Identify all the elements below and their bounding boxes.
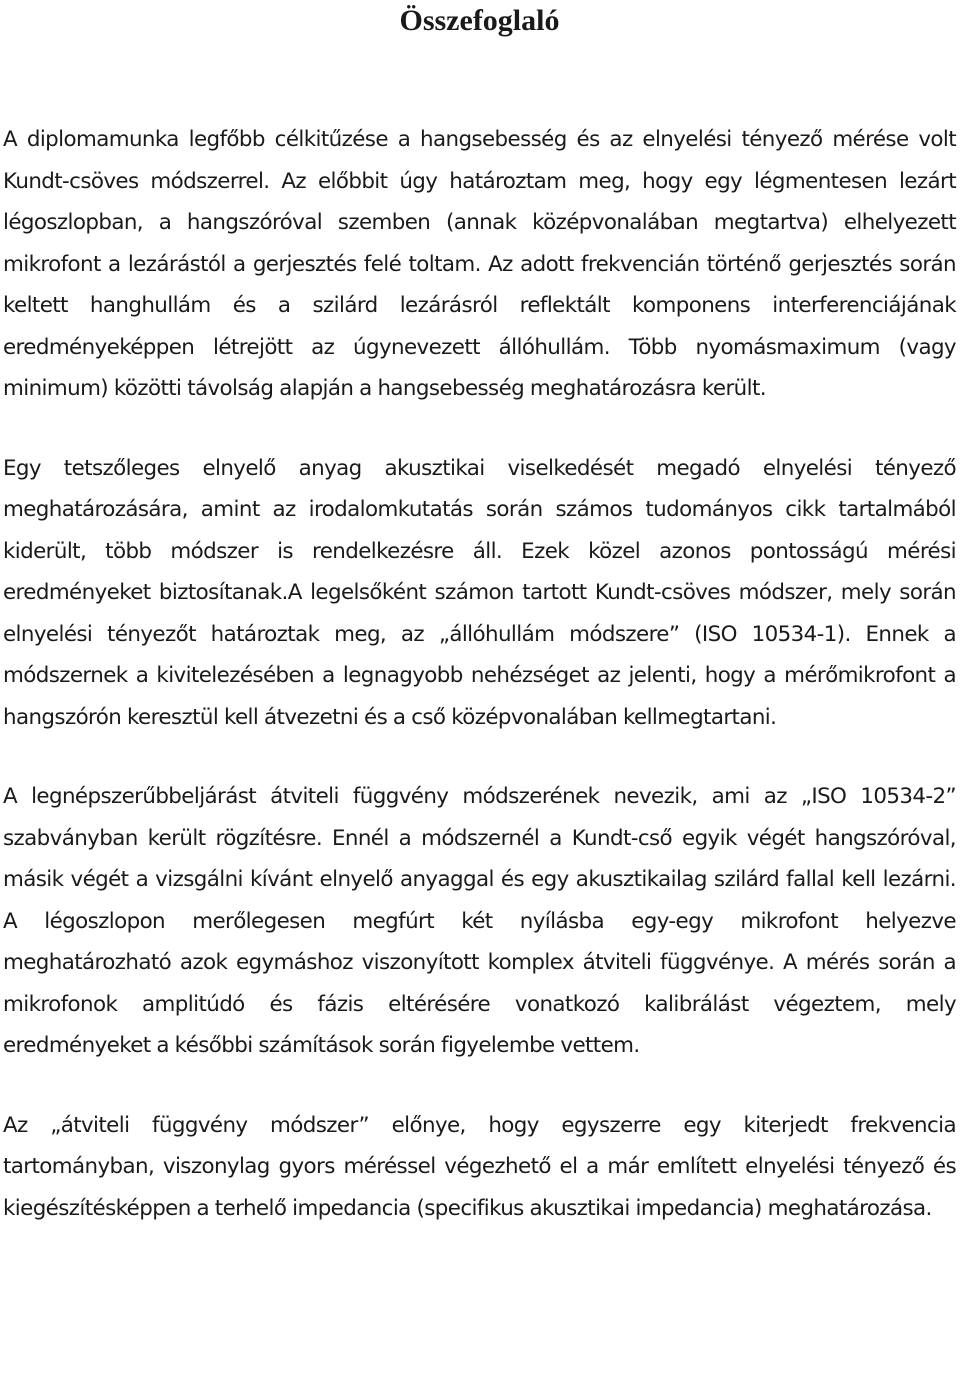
paragraph-2: Egy tetszőleges elnyelő anyag akusztikai viselkedését megadó elnyelési tényező meghatározására, amint az irodalomkutatás során számos tudományos cikk tartalmából kiderült, több módszer is rendelkezésre áll. Ezek közel azonos pontosságú mérési eredményeket biztosítanak.A legelsőként számon tartott Kundt-csöves módszer, mely során elnyelési tényezőt határoztak meg, az „állóhullám módszere” (ISO 10534-1). Ennek a módszernek a kivitelezésében a legnagyobb nehézséget az jelenti, hogy a mérőmikrofont a hangszórón keresztül kell átvezetni és a cső középvonalában kellmegtartani. — [3, 455, 956, 730]
paragraph-3: A legnépszerűbbeljárást átviteli függvény módszerének nevezik, ami az „ISO 10534-2” szabványban került rögzítésre. Ennél a módszernél a Kundt-cső egyik végét hangszóróval, másik végét a vizsgálni kívánt elnyelő anyaggal és egy akusztikailag szilárd fallal kell lezárni. A légoszlopon merőlegesen megfúrt két nyílásba egy-egy mikrofont helyezve meghatározható azok egymáshoz viszonyított komplex átviteli függvénye. A mérés során a mikrofonok amplitúdó és fázis eltérésére vonatkozó kalibrálást végeztem, mely eredményeket a későbbi számítások során figyelembe vettem. — [3, 784, 956, 1058]
page-title: Összefoglaló — [399, 4, 560, 37]
paragraph-4: Az „átviteli függvény módszer” előnye, hogy egyszerre egy kiterjedt frekvencia tartományban, viszonylag gyors méréssel végezhető el a már említett elnyelési tényező és kiegészítésképpen a terhelő impedancia (specifikus akusztikai impedancia) meghatározása. — [3, 1112, 956, 1221]
paragraph-1: A diplomamunka legfőbb célkitűzése a hangsebesség és az elnyelési tényező mérése volt Kundt-csöves módszerrel. Az előbbit úgy határoztam meg, hogy egy légmentesen lezárt légoszlopban, a hangszóróval szemben (annak középvonalában megtartva) elhelyezett mikrofont a lezárástól a gerjesztés felé toltam. Az adott frekvencián történő gerjesztés során keltett hanghullám és a szilárd lezárásról reflektált komponens interferenciájának eredményeképpen létrejött az úgynevezett állóhullám. Több nyomásmaximum (vagy minimum) közötti távolság alapján a hangsebesség meghatározásra került. — [3, 127, 956, 401]
